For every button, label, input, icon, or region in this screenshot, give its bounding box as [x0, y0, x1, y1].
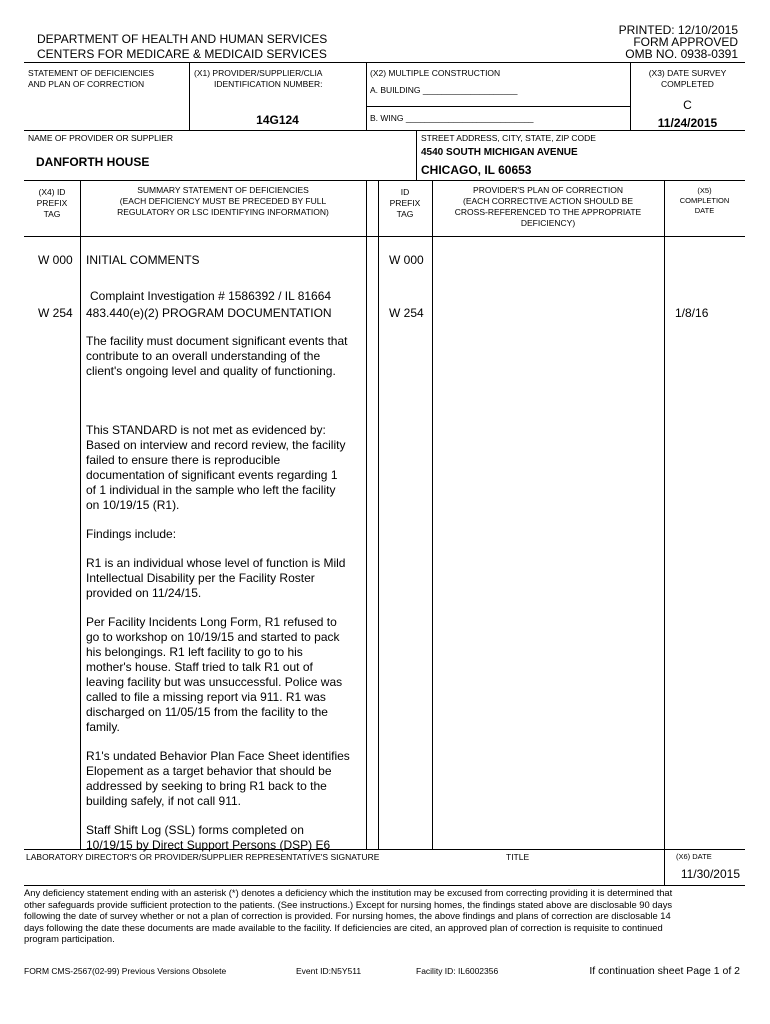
text-line: mother's house. Staff tried to talk R1 out of — [86, 660, 313, 674]
top-border — [24, 62, 745, 63]
paragraph-2 — [86, 423, 364, 513]
text-line: The facility must document significant events that — [86, 334, 348, 348]
x5-header-1: (X5) — [697, 186, 712, 195]
address-label: STREET ADDRESS, CITY, STATE, ZIP CODE — [421, 133, 596, 143]
tag-w000-right: W 000 — [389, 253, 424, 267]
provider-name: DANFORTH HOUSE — [36, 155, 150, 169]
text-line: called to file a missing report via 911. R1 was — [86, 690, 326, 704]
line-disclaimer — [24, 885, 745, 886]
text-line: Per Facility Incidents Long Form, R1 refused to — [86, 615, 337, 629]
text-line: Based on interview and record review, the facility — [86, 438, 346, 452]
text-line: building safely, if not call 911. — [86, 794, 241, 808]
building-field: A. BUILDING ____________________ — [370, 85, 518, 95]
program-documentation: 483.440(e)(2) PROGRAM DOCUMENTATION — [86, 306, 332, 320]
x4-header-3: TAG — [43, 209, 61, 219]
disclaimer-line: Any deficiency statement ending with an asterisk (*) denotes a deficiency which the institution may be excused from correcting providing it is determined that — [24, 887, 673, 898]
line-provider — [24, 130, 745, 131]
summary-header-3: REGULATORY OR LSC IDENTIFYING INFORMATION) — [117, 207, 329, 217]
tag-w000-left: W 000 — [38, 253, 73, 267]
divider-x2 — [366, 62, 367, 130]
disclaimer-line: days following the date these documents are made available to the facility. If deficiencies are cited, an approved plan of correction is requisite to continued — [24, 921, 663, 933]
paragraph-6 — [86, 749, 364, 809]
tag-w254-left: W 254 — [38, 306, 73, 320]
title-label: TITLE — [506, 852, 530, 862]
text-line: Elopement as a target behavior that should be — [86, 764, 332, 778]
complaint-line: Complaint Investigation # 1586392 / IL 81664 — [90, 289, 332, 303]
survey-code: C — [683, 98, 692, 112]
id-header-3: TAG — [396, 209, 414, 219]
statement-label-1: STATEMENT OF DEFICIENCIES — [28, 68, 155, 78]
continuation-page: If continuation sheet Page 1 of 2 — [589, 965, 740, 977]
signature-date: 11/30/2015 — [680, 867, 740, 881]
completion-date: 1/8/16 — [675, 306, 709, 320]
col-divider-4 — [432, 180, 433, 849]
survey-date: 11/24/2015 — [657, 116, 718, 130]
plan-header-1: PROVIDER'S PLAN OF CORRECTION — [473, 185, 623, 195]
summary-header-2: (EACH DEFICIENCY MUST BE PRECEDED BY FULL — [119, 196, 327, 206]
divider-address — [416, 130, 417, 180]
text-line: addressed by seeking to bring R1 back to the — [86, 779, 327, 793]
deficiency-body — [86, 334, 364, 867]
facility-id: Facility ID: IL6002356 — [416, 966, 499, 976]
summary-header-1: SUMMARY STATEMENT OF DEFICIENCIES — [137, 185, 309, 195]
x6-date-label: (X6) DATE — [676, 852, 712, 861]
x3-label-2: COMPLETED — [661, 79, 714, 89]
text-line: his belongings. R1 left facility to go to his — [86, 645, 303, 659]
line-header-bottom — [24, 236, 745, 237]
form-approved: FORM APPROVED — [633, 35, 738, 49]
text-line: family. — [86, 720, 120, 734]
x1-label: (X1) PROVIDER/SUPPLIER/CLIA — [194, 68, 323, 78]
plan-header-4: DEFICIENCY) — [520, 218, 576, 228]
text-line: leaving facility but was unsuccessful. Police was — [86, 675, 343, 689]
text-line: provided on 11/24/15. — [86, 586, 202, 600]
omb-number: OMB NO. 0938-0391 — [625, 47, 738, 61]
col-divider-1 — [80, 180, 81, 849]
x4-header-1: (X4) ID — [38, 187, 66, 197]
text-line: Staff Shift Log (SSL) forms completed on — [86, 823, 304, 837]
disclaimer-line: program participation. — [24, 933, 115, 944]
text-line: This STANDARD is not met as evidenced by: — [86, 423, 326, 437]
centers-title: CENTERS FOR MEDICARE & MEDICAID SERVICES — [37, 47, 327, 61]
text-line: go to workshop on 10/19/15 and started to pack — [86, 630, 340, 644]
disclaimer — [24, 887, 746, 945]
x3-label: (X3) DATE SURVEY — [648, 68, 727, 78]
address-line-1: 4540 SOUTH MICHIGAN AVENUE — [421, 147, 578, 158]
paragraph-4 — [86, 556, 364, 601]
signature-label: LABORATORY DIRECTOR'S OR PROVIDER/SUPPLIER REPRESENTATIVE'S SIGNATURE — [26, 852, 380, 862]
text-line: client's ongoing level and quality of functioning. — [86, 364, 336, 378]
provider-name-label: NAME OF PROVIDER OR SUPPLIER — [28, 133, 173, 143]
text-line: contribute to an overall understanding of the — [86, 349, 321, 363]
disclaimer-line: other safeguards provide sufficient protection to the patients. (See instructions.) Except for nursing homes, the findings stated above are disclosable 90 days — [24, 898, 673, 910]
plan-header-3: CROSS-REFERENCED TO THE APPROPRIATE — [454, 207, 642, 217]
wing-line — [366, 106, 630, 107]
text-line: R1 is an individual whose level of function is Mild — [86, 556, 346, 570]
text-line: Findings include: — [86, 527, 177, 541]
text-line: Intellectual Disability per the Facility Roster — [86, 571, 315, 585]
x5-header-3: DATE — [694, 206, 715, 215]
event-id: Event ID:N5Y511 — [296, 966, 362, 976]
col-divider-2 — [366, 180, 367, 849]
col-divider-5 — [664, 180, 665, 849]
paragraph-5 — [86, 615, 364, 735]
col-divider-3 — [378, 180, 379, 849]
initial-comments: INITIAL COMMENTS — [86, 253, 200, 267]
disclaimer-line: following the date of survey whether or not a plan of correction is provided. For nursing homes, the above findings and plans of correction are disclosable 14 — [24, 910, 671, 921]
paragraph-3 — [86, 527, 364, 542]
line-columns — [24, 180, 745, 181]
x4-header-2: PREFIX — [36, 198, 68, 208]
date-divider — [664, 849, 665, 885]
x1-label-2: IDENTIFICATION NUMBER: — [214, 79, 323, 89]
text-line: failed to ensure there is reproducible — [86, 453, 281, 467]
id-header-1: ID — [400, 187, 410, 197]
x2-label: (X2) MULTIPLE CONSTRUCTION — [370, 68, 501, 78]
wing-field: B. WING ___________________________ — [370, 113, 534, 123]
text-line: 10/19/15 by Direct Support Persons (DSP) E6 — [86, 838, 331, 852]
statement-label-2: AND PLAN OF CORRECTION — [28, 79, 145, 89]
tag-w254-right: W 254 — [389, 306, 424, 320]
text-line: R1's undated Behavior Plan Face Sheet identifies — [86, 749, 350, 763]
plan-header-2: (EACH CORRECTIVE ACTION SHOULD BE — [462, 196, 634, 206]
text-line: on 10/19/15 (R1). — [86, 498, 180, 512]
form-number: FORM CMS-2567(02-99) Previous Versions Obsolete — [24, 966, 227, 976]
address-line-2: CHICAGO, IL 60653 — [421, 163, 532, 177]
text-line: discharged on 11/05/15 from the facility to the — [86, 705, 328, 719]
text-line: of 1 individual in the sample who left the facility — [86, 483, 336, 497]
text-line: documentation of significant events regarding 1 — [86, 468, 338, 482]
x5-header-2: COMPLETION — [679, 196, 730, 205]
printed-date: PRINTED: 12/10/2015 — [618, 23, 738, 37]
id-header-2: PREFIX — [389, 198, 421, 208]
department-title: DEPARTMENT OF HEALTH AND HUMAN SERVICES — [37, 32, 328, 46]
provider-id: 14G124 — [256, 113, 299, 127]
line-signature — [24, 849, 745, 850]
paragraph-1 — [86, 334, 364, 379]
